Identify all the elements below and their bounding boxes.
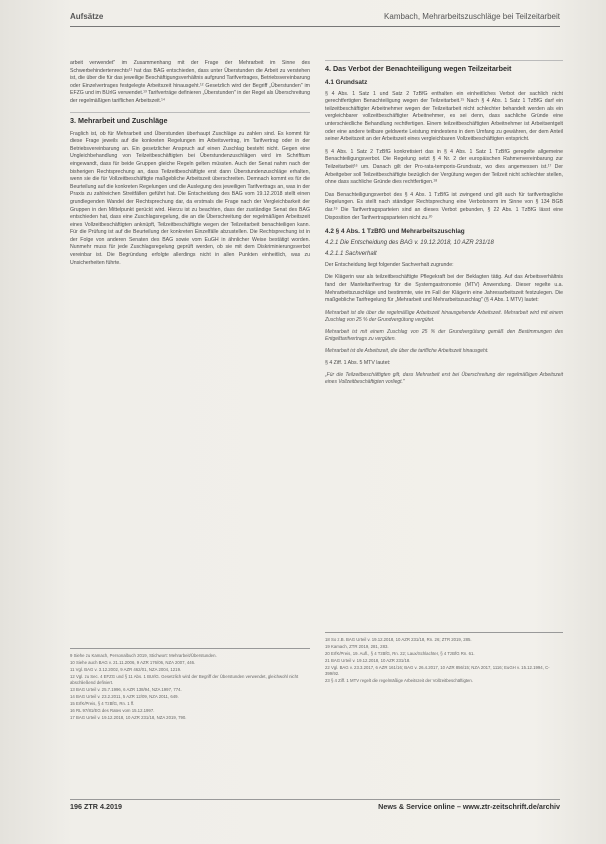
footnote: 14 BAG Urteil v. 23.2.2011, 5 AZR 12/09, NZA 2011, 649. [70, 694, 179, 699]
footer-page-info: 196 ZTR 4.2019 [70, 802, 122, 811]
tariff-quote-1: Mehrarbeit ist die über die regelmäßige Arbeitszeit hinausgehende Arbeitszeit. Mehrarbeit wird mit einem Zuschlag von 25 % der Grundvergütung vergütet. [325, 309, 563, 323]
header-running-title: Kambach, Mehrarbeitszuschläge bei Teilzeitarbeit [384, 12, 560, 21]
paragraph-clause-intro: § 4 Ziff. 1 Abs. 5 MTV lautet: [325, 359, 391, 366]
section-4-title: 4. Das Verbot der Benachteiligung wegen Teilzeitarbeit [325, 64, 512, 73]
section-4-2-1-title: 4.2.1 Die Entscheidung des BAG v. 19.12.2018, 10 AZR 231/18 [325, 239, 494, 246]
section-3-title: 3. Mehrarbeit und Zuschläge [70, 115, 168, 125]
paragraph-4-1-c: Das Benachteiligungsverbot des § 4 Abs. 1 TzBfG ist zwingend und gilt auch für tarifvertragliche Regelungen. Es stellt nach ständiger Rechtsprechung eine Verbotsnorm im Sinne von § 134 BGB dar.¹⁹ Die Tarifvertragsparteien sind an dieses Verbot gebunden, § 22 Abs. 1 TzBfG lässt eine Disposition der Tarifvertragsparteien nicht zu.²⁰ [325, 191, 563, 221]
section-4-2-title: 4.2 § 4 Abs. 1 TzBfG und Mehrarbeitszuschlag [325, 228, 465, 236]
section-4-heading [325, 60, 563, 73]
paragraph-4-1-b: § 4 Abs. 1 Satz 2 TzBfG konkretisiert das in § 4 Abs. 1 Satz 1 TzBfG geregelte allgemeine Benachteiligungsverbot. Die Regelung setzt § 4 Nr. 2 der europäischen Rahmenvereinbarung zur Teilzeitarbeit¹⁶ um. Danach gilt der Pro-rata-temporis-Grundsatz, wo dies angemessen ist.¹⁷ Der Arbeitgeber soll Teilzeitbeschäftigte bezüglich der Vergütung wegen der Teilzeit nicht schlechter stellen, ohne dass sachliche Gründe dies rechtfertigen.¹⁸ [325, 148, 563, 186]
section-4-rule [325, 60, 563, 61]
left-column [70, 60, 310, 272]
section-3-rule [70, 112, 310, 113]
footnote: 19 Kamach, ZTR 2019, 281, 283. [325, 644, 389, 649]
footnotes-left [70, 648, 310, 722]
page-footer [70, 802, 560, 816]
tariff-quote-3: Mehrarbeit ist die Arbeitszeit, die über die tarifliche Arbeitszeit hinausgeht. [325, 347, 489, 354]
right-column [325, 60, 563, 391]
footnote: 23 § 4 Ziff. 1 MTV regelt die regelmäßige Arbeitszeit der Vollzeitbeschäftigten. [325, 678, 474, 683]
section-3-body: Fraglich ist, ob für Mehrarbeit und Überstunden überhaupt Zuschläge zu zahlen sind. Es kommt für diese Frage jeweils auf die konkreten Regelungen im Arbeitsvertrag, im Tarifvertrag oder in der Betriebsvereinbarung an. Ein gesetzlicher Anspruch auf einen Zuschlag besteht nicht. Gegen eine Ungleichbehandlung von Teilzeitbeschäftigten bei Überstundenzuschlägen wird im Schrifttum eingewandt, dass für beide Gruppen gleiche Regeln gelten müssten. Auch der Senat nahm nach der bisherigen Rechtsprechung an, dass Teilzeitbeschäftigte erst dann Überstundenzuschläge erhalten, wenn sie die für Vollzeitbeschäftigte maßgebliche Arbeitszeit überschreiten. Demnach kommt es für die Beurteilung auf die konkreten Regelungen und die Auslegung des jeweiligen Tarifvertrags an, was in der Praxis zu zahlreichen Streitfällen geführt hat. Die Entscheidung des BAG vom 19.12.2018 stellt einen grundlegenden Wandel der Rechtsprechung dar, da erstmals die Frage nach der Vergleichbarkeit der Gruppen in den Mittelpunkt gerückt wird. Hierzu ist zu beachten, dass der zuständige Senat des BAG entschieden hat, dass eine Zuschlagsregelung, die an die Überschreitung der regelmäßigen Arbeitszeit eines Vollzeitbeschäftigten anknüpft, Teilzeitbeschäftigte wegen der Teilzeitarbeit benachteiligen kann. Für die Prüfung ist auf die Beurteilung der konkreten Einzelfälle abzustellen. Die Rechtsprechung ist in der Folge von anderen Senaten des BAG sowie vom EuGH in ähnlicher Weise bestätigt worden. Nunmehr muss für jede Zuschlagsregelung geprüft werden, ob sie mit dem Diskriminierungsverbot vereinbar ist. Die Begründung erfolgte allerdings nicht in allen Punkten einheitlich, was zu Unsicherheiten führte. [70, 130, 310, 266]
header-section: Aufsätze [70, 12, 104, 21]
footnote: 11 Vgl. BAG v. 3.12.2002, 9 AZR 462/01, NZA 2004, 1219. [70, 667, 182, 672]
paragraph-facts: Die Klägerin war als teilzeitbeschäftigte Pflegekraft bei der Beklagten tätig. Auf das Arbeitsverhältnis fand der Manteltarifvertrag für die Systemgastronomie (MTV) Anwendung. Dieser regelte u.a. Mehrarbeitszuschläge und bestimmte, wie im Fall der Klägerin eine Jahresarbeitszeit festzulegen. Die maßgebliche Tarifregelung für „Mehrarbeit und Mehrarbeitszuschlag" (§ 4 Abs. 1 MTV) lautet: [325, 274, 563, 304]
footnote: 21 BAG Urteil v. 19.12.2018, 10 AZR 231/18. [325, 658, 411, 663]
section-4-2-1-1-title: 4.2.1.1 Sachverhalt [325, 251, 377, 258]
footnote: 13 BAG Urteil v. 25.7.1996, 6 AZR 138/94, NZA 1997, 774. [70, 687, 182, 692]
section-3-heading [70, 112, 310, 125]
paragraph-4-1-a: § 4 Abs. 1 Satz 1 und Satz 2 TzBfG enthalten ein einheitliches Verbot der sachlich nicht gerechtfertigten Benachteiligung wegen der Teilzeitarbeit.¹⁵ Nach § 4 Abs. 1 Satz 1 TzBfG darf ein teilzeitbeschäftigter Arbeitnehmer wegen der Teilzeitarbeit nicht schlechter behandelt werden als ein vergleichbarer vollzeitbeschäftigter Arbeitnehmer, es sei denn, dass sachliche Gründe eine unterschiedliche Behandlung rechtfertigen. Einem teilzeitbeschäftigten Arbeitnehmer ist Arbeitsentgelt oder eine andere teilbare geldwerte Leistung mindestens in dem Umfang zu gewähren, der dem Anteil seiner Arbeitszeit an der Arbeitszeit eines vergleichbaren Vollzeitbeschäftigten entspricht. [325, 90, 563, 143]
footnote: 16 RL 97/81/EG des Rates vom 15.12.1997. [70, 708, 155, 713]
tariff-quote-4: „Für die Teilzeitbeschäftigten gilt, dass Mehrarbeit erst bei Überschreitung der regelmäßigen Arbeitszeit eines Vollzeitbeschäftigten vorliegt." [325, 372, 563, 386]
paragraph-facts-intro: Der Entscheidung liegt folgender Sachverhalt zugrunde: [325, 261, 454, 268]
footnote: 10 Siehe auch BAG v. 21.11.2006, 9 AZR 176/06, NZA 2007, 446. [70, 660, 196, 665]
section-4-1-title: 4.1 Grundsatz [325, 79, 368, 86]
header-rule [70, 26, 560, 27]
tariff-quote-2: Mehrarbeit ist mit einem Zuschlag von 25 % der Grundvergütung gemäß den Bestimmungen des Entgelttarifvertrags zu vergüten. [325, 328, 563, 342]
footnote: 9 Siehe zu Kamach, Personalbuch 2019, Stichwort: Mehrarbeit/Überstunden. [70, 653, 217, 658]
footnotes-right [325, 632, 563, 685]
footnote: 18 So z.B. BAG Urteil v. 19.12.2018, 10 AZR 231/18, Rn. 26; ZTR 2019, 285. [325, 637, 472, 642]
footer-rule [70, 799, 560, 800]
page-header [70, 12, 560, 28]
footer-service-link[interactable]: News & Service online – www.ztr-zeitschrift.de/archiv [378, 802, 560, 811]
footnote: 20 ErfK/Preis, 19. Aufl., § 4 TzBfG, Rn. 22; Laux/Schlachter, § 4 TzBfG Rn. 61. [325, 651, 475, 656]
footnote: 17 BAG Urteil v. 19.12.2018, 10 AZR 231/18, NZA 2019, 790. [70, 715, 187, 720]
footnote: 15 ErfK/Preis, § 4 TzBfG, Rn. 1 ff. [70, 701, 135, 706]
footnote: 22 Vgl. BAG v. 23.3.2017, 6 AZR 161/16; BAG v. 26.4.2017, 10 AZR 856/15; NZA 2017, 1116; EuGH v. 15.12.1994, C-399/92. [325, 665, 550, 676]
footnote: 12 Vgl. zu Sec. 4 EFZG und § 11 Abs. 1 BUrlG. Gesetzlich wird der Begriff der Überstunden verwendet, gleichwohl nicht abschließend definiert. [70, 674, 299, 685]
intro-paragraph: arbeit verwendet" im Zusammenhang mit der Frage der Mehrarbeit im Sinne des Schwerbehindertenrechts¹¹ hat das BAG entschieden, dass unter Überstunden die Arbeit zu verstehen ist, die über die für das jeweilige Beschäftigungsverhältnis aufgrund Tarifvertrages, Betriebsvereinbarung oder Einzelvertrages festgelegte Arbeitszeit hinausgeht.¹² Gesetzlich wird der Begriff „Überstunden" im EFZG und im BUrlG verwendet.¹³ Tarifverträge definieren „Überstunden" in der Regel als Überschreitung der regelmäßigen tariflichen Arbeitszeit.¹⁴ [70, 60, 310, 104]
